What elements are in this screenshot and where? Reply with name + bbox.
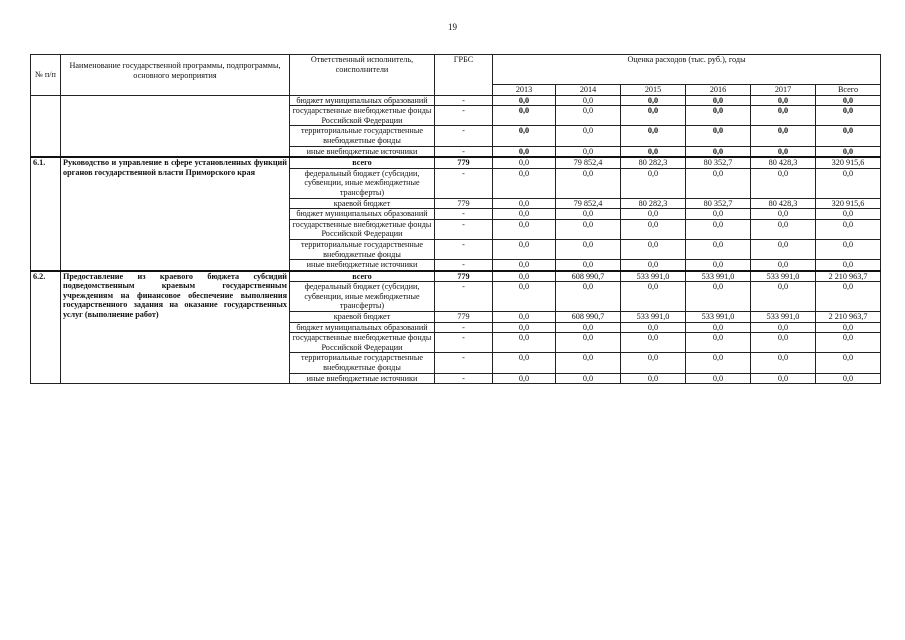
value-total: 0,0 [816,126,881,146]
grbs-code: 779 [435,312,493,323]
value-year: 0,0 [686,168,751,198]
program-name: Предоставление из краевого бюджета субсидий подведомственным краевым государственным учреждениям на финансовое обеспечение выполнения государственного задания на оказание государственных услуг (выполнение работ) [61,271,290,384]
value-year: 533 991,0 [621,271,686,282]
value-year: 0,0 [621,333,686,353]
value-year: 0,0 [556,146,621,157]
executor-source: иные внебюджетные источники [290,260,435,271]
header-name: Наименование государственной программы, подпрограммы, основного мероприятия [61,55,290,96]
value-year: 0,0 [493,322,556,333]
grbs-code: - [435,146,493,157]
value-year: 0,0 [556,282,621,312]
grbs-code: - [435,126,493,146]
executor-source: государственные внебюджетные фонды Российской Федерации [290,219,435,239]
value-year: 80 282,3 [621,157,686,168]
grbs-code: - [435,282,493,312]
executor-source: территориальные государственные внебюджетные фонды [290,126,435,146]
value-total: 0,0 [816,373,881,384]
executor-source: государственные внебюджетные фонды Российской Федерации [290,106,435,126]
value-year: 0,0 [493,146,556,157]
value-year: 0,0 [686,126,751,146]
value-total: 320 915,6 [816,198,881,209]
value-total: 2 210 963,7 [816,312,881,323]
value-year: 0,0 [493,209,556,220]
value-year: 533 991,0 [686,312,751,323]
executor-source: иные внебюджетные источники [290,146,435,157]
value-year: 0,0 [751,168,816,198]
value-year: 80 428,3 [751,157,816,168]
header-total: Всего [816,85,881,96]
value-total: 0,0 [816,95,881,106]
value-total: 0,0 [816,219,881,239]
value-year: 0,0 [751,322,816,333]
value-total: 320 915,6 [816,157,881,168]
grbs-code: 779 [435,198,493,209]
header-year: 2015 [621,85,686,96]
value-year: 80 352,7 [686,198,751,209]
value-year: 0,0 [621,282,686,312]
value-year: 80 428,3 [751,198,816,209]
value-year: 0,0 [556,126,621,146]
value-total: 0,0 [816,106,881,126]
header-year: 2013 [493,85,556,96]
executor-total: всего [290,157,435,168]
value-year: 0,0 [686,282,751,312]
value-year: 533 991,0 [751,271,816,282]
value-year: 80 282,3 [621,198,686,209]
value-year: 0,0 [751,126,816,146]
value-year: 0,0 [556,353,621,373]
value-year: 0,0 [493,282,556,312]
value-year: 0,0 [621,373,686,384]
table-row [31,95,881,106]
table-body [31,95,881,384]
value-year: 0,0 [686,333,751,353]
value-year: 0,0 [493,198,556,209]
grbs-code: - [435,353,493,373]
value-year: 0,0 [493,353,556,373]
value-year: 0,0 [493,312,556,323]
value-year: 0,0 [751,219,816,239]
value-year: 0,0 [751,353,816,373]
value-year: 0,0 [556,209,621,220]
value-year: 0,0 [556,95,621,106]
value-year: 0,0 [493,168,556,198]
executor-source: бюджет муниципальных образований [290,95,435,106]
grbs-code: - [435,168,493,198]
budget-table [30,54,881,384]
value-year: 0,0 [493,239,556,259]
grbs-code: - [435,333,493,353]
value-year: 0,0 [493,106,556,126]
value-year: 0,0 [751,146,816,157]
value-year: 533 991,0 [621,312,686,323]
table-header [31,55,881,96]
value-year: 0,0 [686,239,751,259]
executor-source: краевой бюджет [290,312,435,323]
grbs-code: - [435,106,493,126]
row-number: 6.2. [31,271,61,384]
value-year: 0,0 [751,239,816,259]
grbs-code: - [435,239,493,259]
value-total: 0,0 [816,239,881,259]
value-year: 0,0 [621,260,686,271]
value-year: 608 990,7 [556,312,621,323]
value-year: 0,0 [556,239,621,259]
value-year: 0,0 [556,373,621,384]
value-year: 0,0 [686,146,751,157]
grbs-code: 779 [435,157,493,168]
value-year: 0,0 [556,333,621,353]
value-year: 0,0 [493,95,556,106]
value-year: 0,0 [621,146,686,157]
executor-source: федеральный бюджет (субсидии, субвенции, иные межбюджетные трансферты) [290,168,435,198]
value-year: 0,0 [686,373,751,384]
value-total: 0,0 [816,322,881,333]
executor-source: территориальные государственные внебюджетные фонды [290,353,435,373]
value-year: 0,0 [493,126,556,146]
executor-total: всего [290,271,435,282]
program-name: Руководство и управление в сфере установленных функций органов государственной власти Приморского края [61,157,290,271]
executor-source: бюджет муниципальных образований [290,209,435,220]
header-year: 2014 [556,85,621,96]
value-year: 0,0 [621,95,686,106]
value-total: 0,0 [816,146,881,157]
executor-source: краевой бюджет [290,198,435,209]
value-total: 0,0 [816,260,881,271]
value-total: 2 210 963,7 [816,271,881,282]
value-total: 0,0 [816,168,881,198]
value-year: 0,0 [556,168,621,198]
table-row [31,271,881,282]
value-year: 0,0 [621,168,686,198]
value-year: 0,0 [493,333,556,353]
value-year: 0,0 [751,106,816,126]
value-year: 0,0 [686,353,751,373]
value-total: 0,0 [816,333,881,353]
value-year: 0,0 [621,219,686,239]
header-no: № п/п [31,55,61,96]
header-executor: Ответственный исполнитель, соисполнители [290,55,435,96]
value-year: 0,0 [686,209,751,220]
value-year: 0,0 [556,219,621,239]
grbs-code: - [435,260,493,271]
value-year: 0,0 [686,322,751,333]
executor-source: бюджет муниципальных образований [290,322,435,333]
executor-source: иные внебюджетные источники [290,373,435,384]
value-year: 0,0 [751,95,816,106]
grbs-code: - [435,95,493,106]
value-year: 80 352,7 [686,157,751,168]
header-cost: Оценка расходов (тыс. руб.), годы [493,55,881,85]
value-year: 0,0 [621,106,686,126]
value-year: 533 991,0 [686,271,751,282]
header-grbs: ГРБС [435,55,493,96]
value-year: 0,0 [751,209,816,220]
value-year: 0,0 [621,322,686,333]
grbs-code: 779 [435,271,493,282]
page-number: 19 [448,22,457,32]
header-year: 2017 [751,85,816,96]
executor-source: государственные внебюджетные фонды Российской Федерации [290,333,435,353]
value-year: 0,0 [751,333,816,353]
grbs-code: - [435,373,493,384]
program-name [61,95,290,157]
row-number [31,95,61,157]
value-year: 0,0 [493,157,556,168]
value-year: 0,0 [556,322,621,333]
value-year: 0,0 [686,219,751,239]
value-year: 0,0 [493,271,556,282]
grbs-code: - [435,322,493,333]
value-year: 608 990,7 [556,271,621,282]
value-year: 0,0 [621,353,686,373]
value-total: 0,0 [816,353,881,373]
value-year: 0,0 [621,126,686,146]
value-year: 79 852,4 [556,157,621,168]
grbs-code: - [435,209,493,220]
row-number: 6.1. [31,157,61,271]
value-year: 79 852,4 [556,198,621,209]
value-year: 0,0 [621,209,686,220]
header-year: 2016 [686,85,751,96]
value-year: 0,0 [493,219,556,239]
value-year: 0,0 [686,260,751,271]
value-total: 0,0 [816,282,881,312]
value-year: 0,0 [751,260,816,271]
value-year: 0,0 [493,373,556,384]
value-year: 533 991,0 [751,312,816,323]
executor-source: федеральный бюджет (субсидии, субвенции, иные межбюджетные трансферты) [290,282,435,312]
table-row [31,157,881,168]
executor-source: территориальные государственные внебюджетные фонды [290,239,435,259]
value-year: 0,0 [493,260,556,271]
value-year: 0,0 [686,95,751,106]
value-year: 0,0 [621,239,686,259]
value-year: 0,0 [751,282,816,312]
grbs-code: - [435,219,493,239]
value-year: 0,0 [556,106,621,126]
value-year: 0,0 [556,260,621,271]
value-year: 0,0 [686,106,751,126]
value-year: 0,0 [751,373,816,384]
value-total: 0,0 [816,209,881,220]
